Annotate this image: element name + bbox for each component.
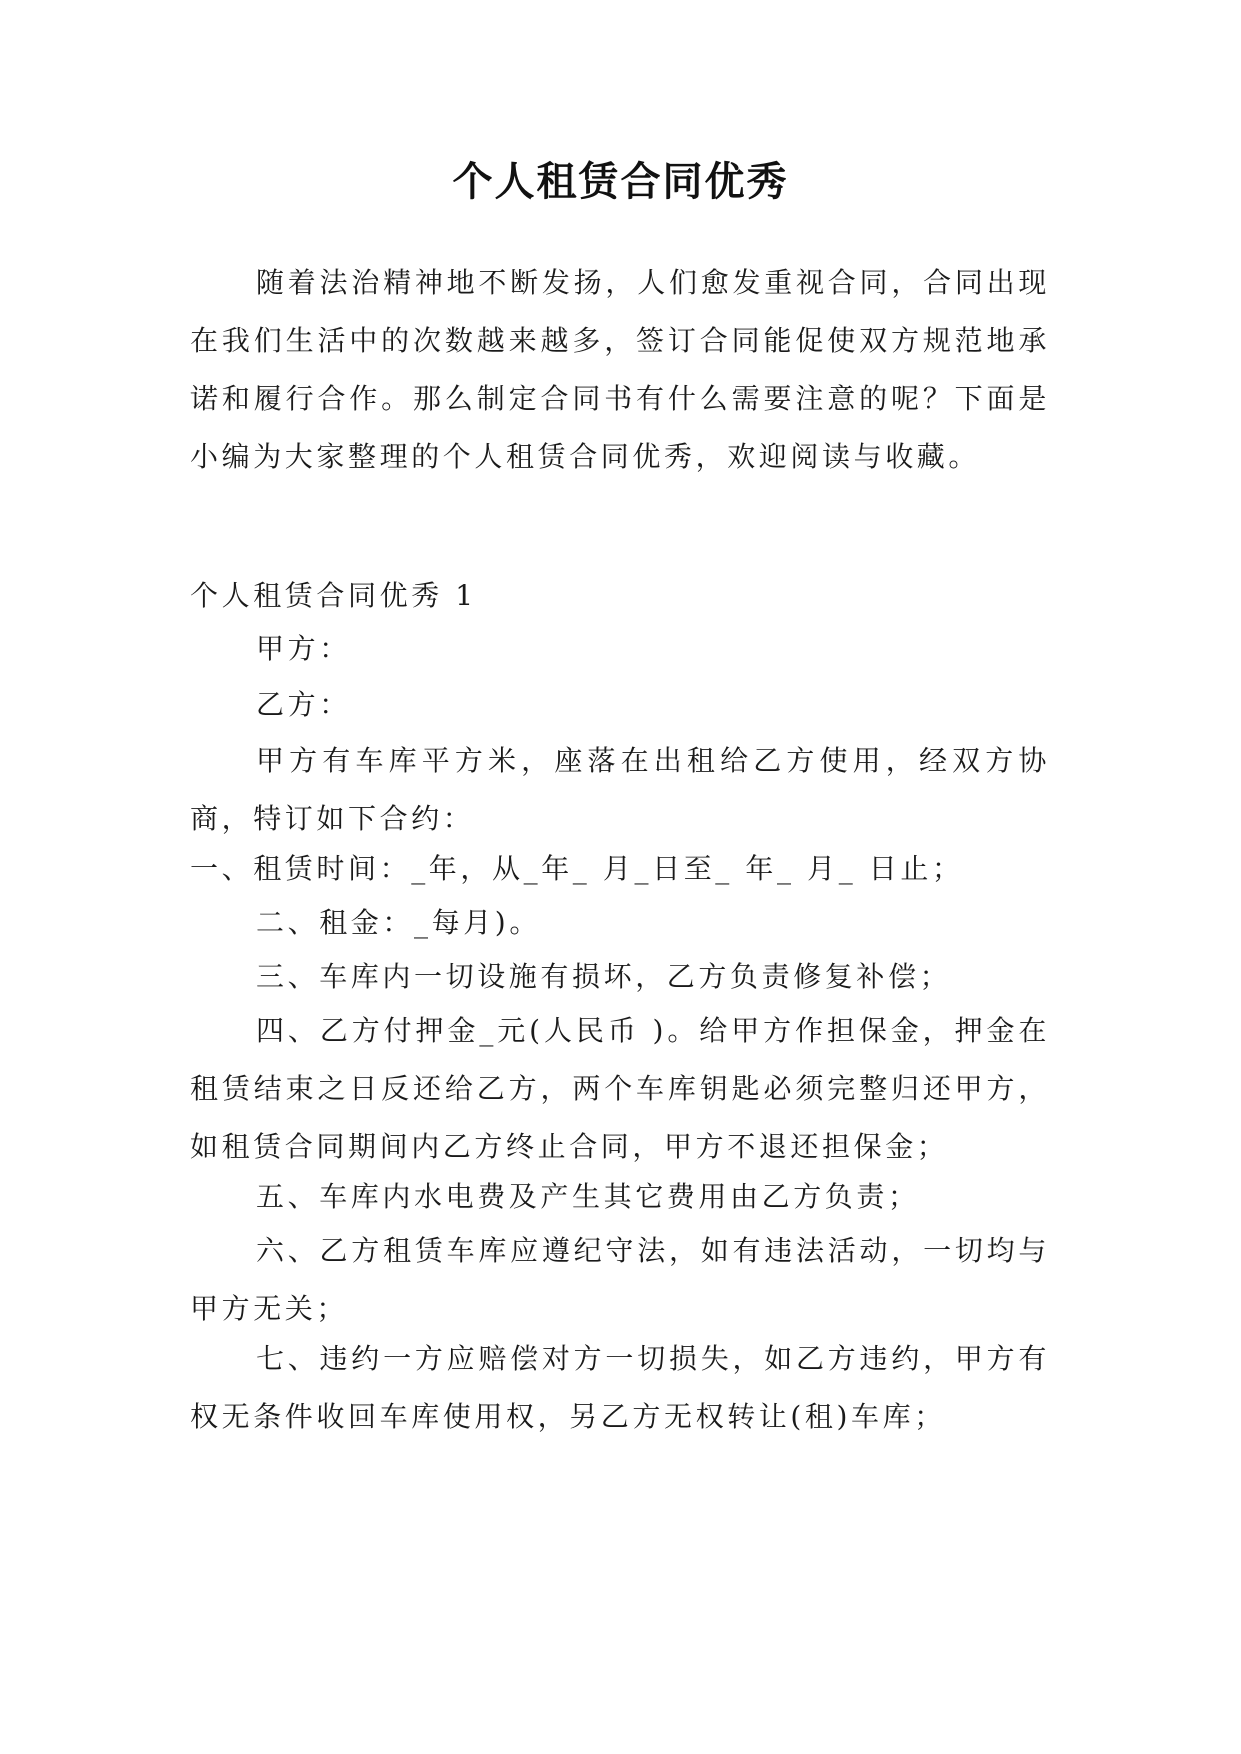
clause-2: 二、租金：_每月)。 [256, 906, 541, 939]
clause-6: 六、乙方租赁车库应遵纪守法，如有违法活动，一切均与甲方无关； [190, 1234, 1050, 1325]
clause-3: 三、车库内一切设施有损坏，乙方负责修复补偿； [256, 960, 952, 993]
clause-1: 一、租赁时间：_年，从_年_ 月_日至_ 年_ 月_ 日止； [190, 852, 964, 885]
clause-4: 四、乙方付押金_元(人民币 )。给甲方作担保金，押金在租赁结束之日反还给乙方，两个车库钥匙必须完整归还甲方，如租赁合同期间内乙方终止合同，甲方不退还担保金； [190, 1014, 1050, 1163]
party-a-line: 甲方： [256, 632, 351, 665]
preamble-paragraph: 甲方有车库平方米，座落在出租给乙方使用，经双方协商，特订如下合约： [190, 744, 1050, 835]
intro-paragraph: 随着法治精神地不断发扬，人们愈发重视合同，合同出现在我们生活中的次数越来越多，签订合同能促使双方规范地承诺和履行合作。那么制定合同书有什么需要注意的呢？下面是小编为大家整理的个人租赁合同优秀，欢迎阅读与收藏。 [190, 266, 1050, 473]
document-title: 个人租赁合同优秀 [452, 158, 789, 205]
party-b-line: 乙方： [256, 688, 351, 721]
clause-7: 七、违约一方应赔偿对方一切损失，如乙方违约，甲方有权无条件收回车库使用权，另乙方无权转让(租)车库； [190, 1342, 1050, 1433]
clause-5: 五、车库内水电费及产生其它费用由乙方负责； [256, 1180, 920, 1213]
section-heading: 个人租赁合同优秀 1 [190, 579, 477, 612]
